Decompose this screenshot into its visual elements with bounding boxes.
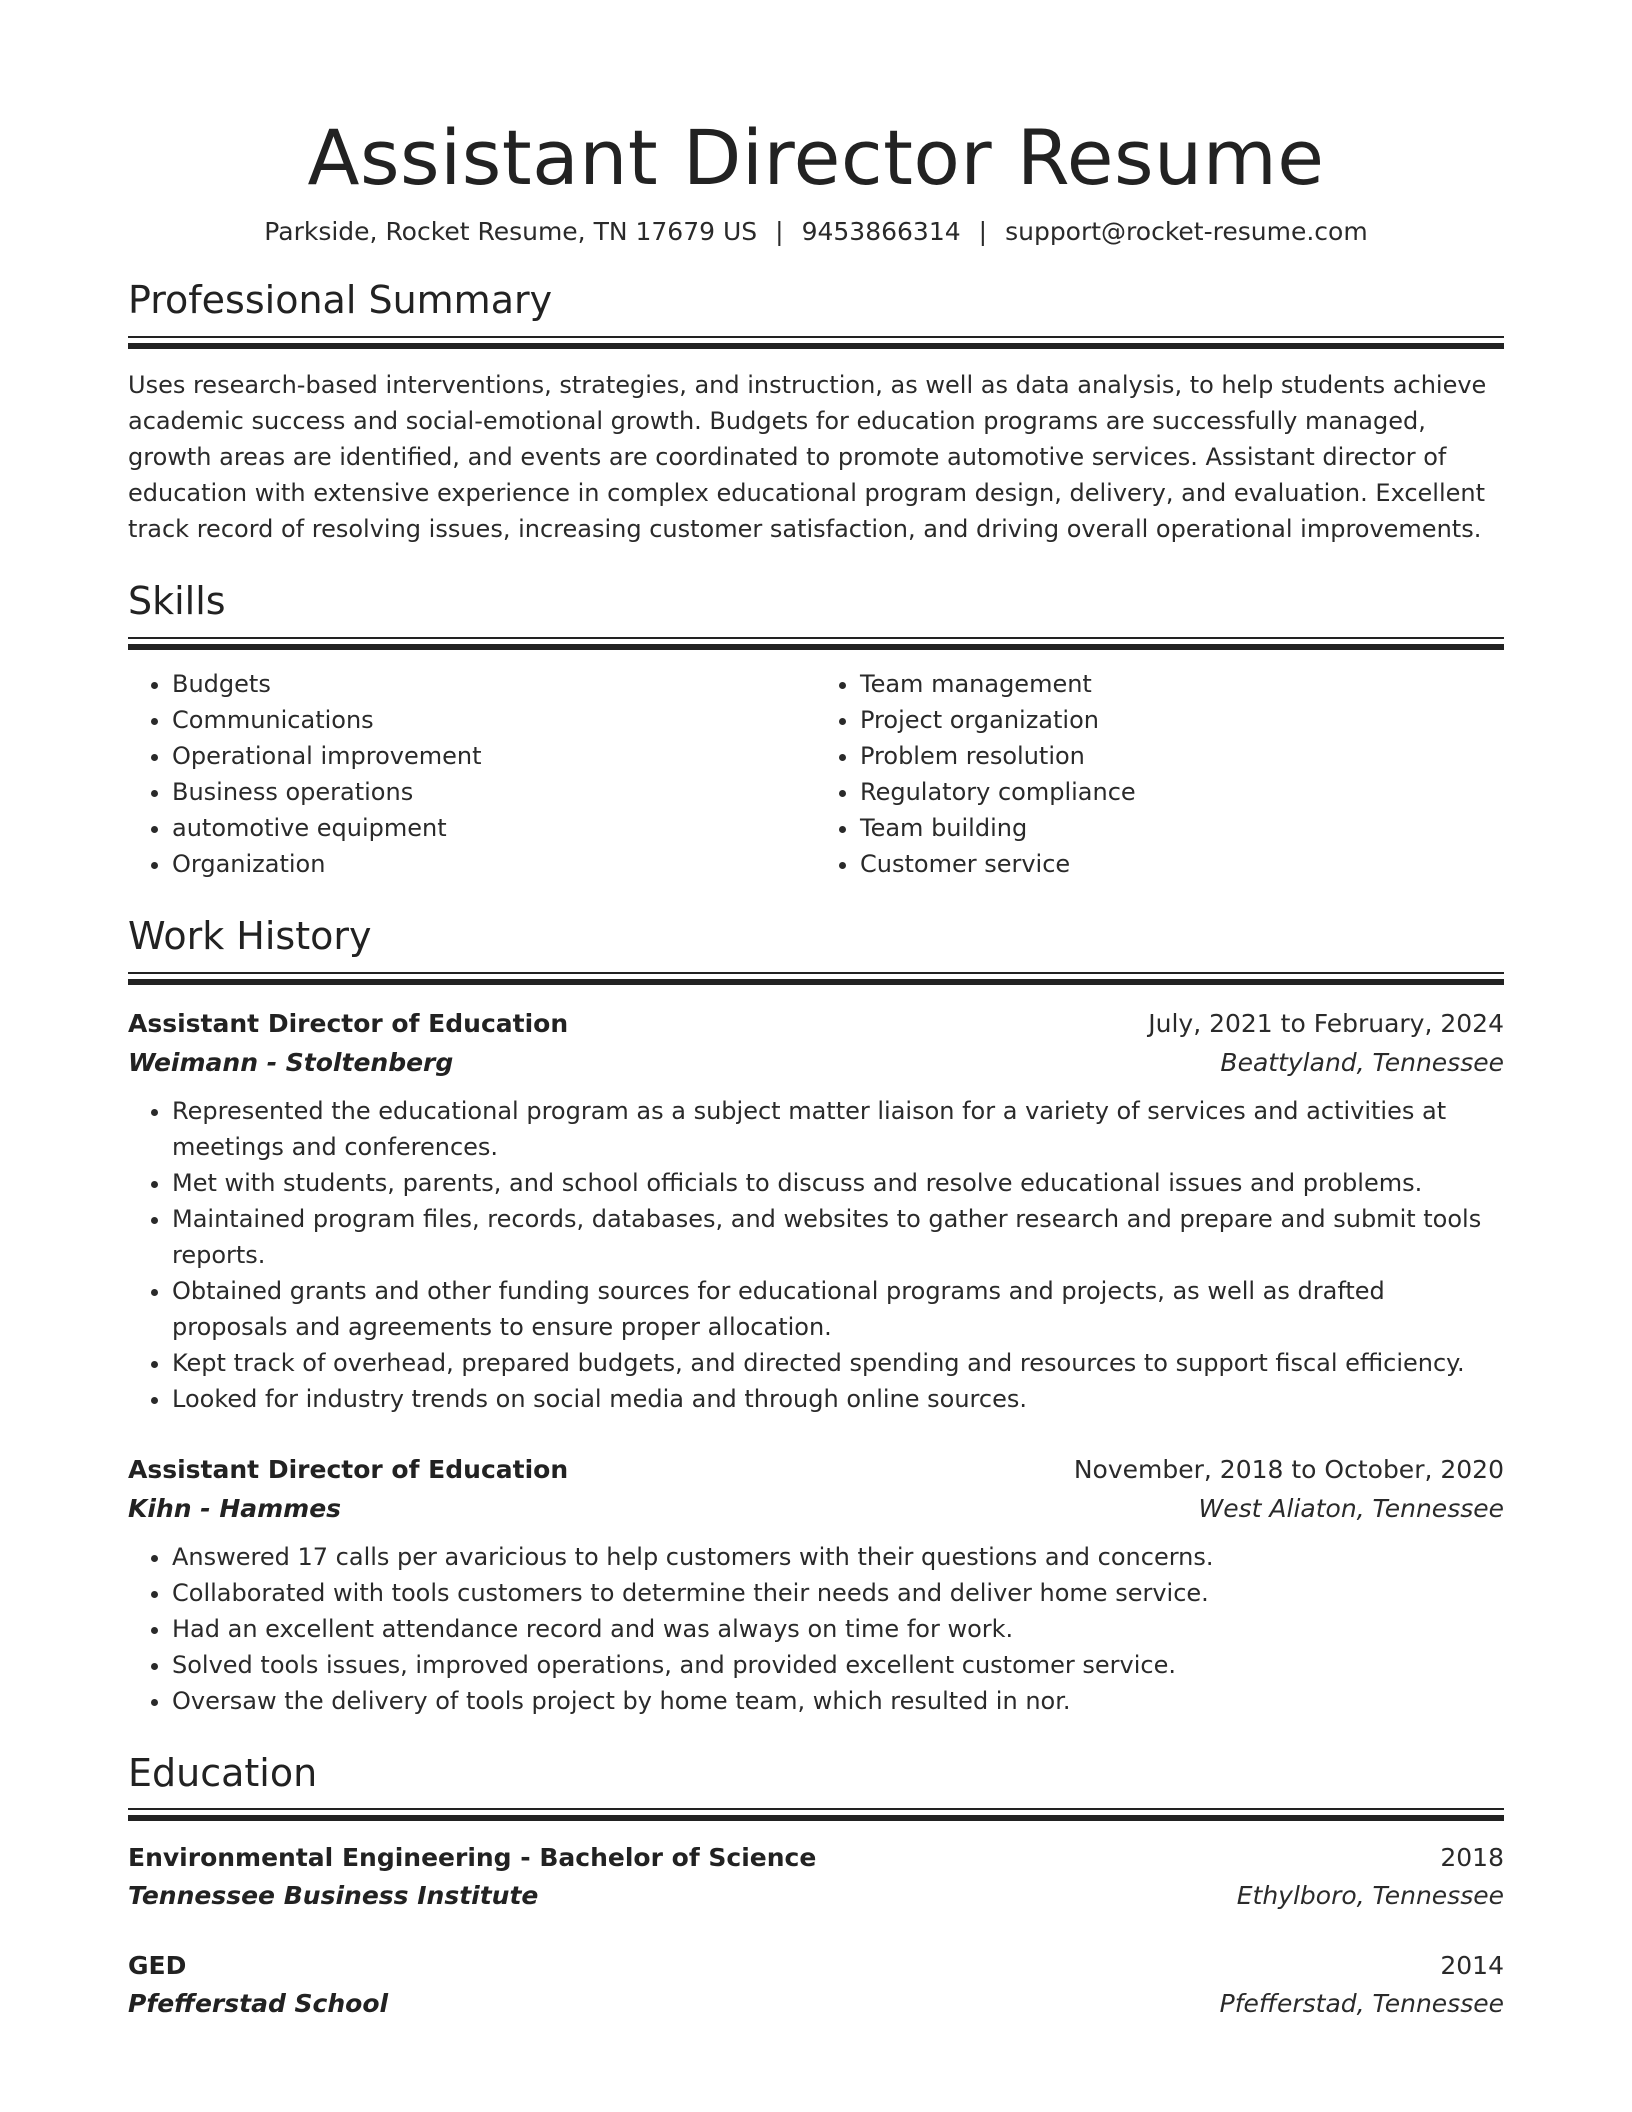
section-divider-thin (128, 1808, 1504, 1810)
job-bullet: • Looked for industry trends on social media and through online sources. (172, 1381, 1504, 1417)
education-degree: GED (128, 1951, 187, 1981)
section-divider-thick (128, 343, 1504, 349)
education-location: Pfefferstad, Tennessee (1219, 1989, 1504, 2019)
job-bullet: • Collaborated with tools customers to determine their needs and deliver home service. (172, 1575, 1504, 1611)
education-school: Tennessee Business Institute (128, 1881, 539, 1911)
skills-columns (128, 666, 1504, 882)
education-header-row (128, 1839, 1504, 1877)
job-bullet: • Answered 17 calls per avaricious to help customers with their questions and concerns. (172, 1539, 1504, 1575)
job-bullets (128, 1539, 1504, 1719)
job-bullet: • Solved tools issues, improved operations, and provided excellent customer service. (172, 1647, 1504, 1683)
education-year: 2018 (1440, 1843, 1504, 1873)
skills-list-left (128, 666, 816, 882)
education-heading: Education (128, 1750, 318, 1795)
skill-item: • Project organization (860, 702, 1504, 738)
job-company-row (128, 1043, 1504, 1083)
job-entry (128, 1451, 1504, 1719)
education-header-row (128, 1947, 1504, 1985)
skills-section (128, 578, 1504, 882)
skills-heading: Skills (128, 578, 226, 623)
contact-address: Parkside, Rocket Resume, TN 17679 US (264, 217, 758, 247)
job-bullet: • Met with students, parents, and school officials to discuss and resolve educational issues and problems. (172, 1165, 1504, 1201)
job-title: Assistant Director of Education (128, 1008, 569, 1038)
skill-item: • Communications (172, 702, 816, 738)
job-entry (128, 1005, 1504, 1417)
education-location: Ethylboro, Tennessee (1236, 1881, 1504, 1911)
education-degree: Environmental Engineering - Bachelor of Science (128, 1843, 817, 1873)
contact-separator: | (978, 217, 988, 247)
contact-separator: | (775, 217, 784, 247)
skill-item: • automotive equipment (172, 810, 816, 846)
education-entry (128, 1947, 1504, 2023)
education-school-row (128, 1877, 1504, 1915)
education-year: 2014 (1440, 1951, 1504, 1981)
skill-item: • Organization (172, 846, 816, 882)
job-bullets (128, 1093, 1504, 1417)
education-school-row (128, 1985, 1504, 2023)
skill-item: • Regulatory compliance (860, 774, 1504, 810)
job-bullet: • Had an excellent attendance record and was always on time for work. (172, 1611, 1504, 1647)
resume-title: Assistant Director Resume (307, 113, 1325, 202)
section-divider-thick (128, 979, 1504, 985)
job-bullet: • Kept track of overhead, prepared budgets, and directed spending and resources to support fiscal efficiency. (172, 1345, 1504, 1381)
contact-email: support@rocket-resume.com (1005, 217, 1368, 247)
skill-item: • Problem resolution (860, 738, 1504, 774)
job-header-row (128, 1005, 1504, 1043)
work-history-heading: Work History (128, 913, 372, 958)
skill-item: • Team management (860, 666, 1504, 702)
section-divider-thick (128, 1815, 1504, 1821)
job-bullet: • Obtained grants and other funding sources for educational programs and projects, as well as drafted proposals and agreements to ensure proper allocation. (172, 1273, 1504, 1345)
job-bullet: • Maintained program files, records, databases, and websites to gather research and prepare and submit tools reports. (172, 1201, 1504, 1273)
skills-list-right (816, 666, 1504, 882)
education-entry (128, 1839, 1504, 1915)
job-dates: July, 2021 to February, 2024 (1148, 1008, 1504, 1038)
section-divider-thin (128, 336, 1504, 338)
job-location: West Aliaton, Tennessee (1198, 1493, 1504, 1523)
job-dates: November, 2018 to October, 2020 (1073, 1454, 1504, 1484)
job-company: Weimann - Stoltenberg (128, 1047, 454, 1077)
skill-item: • Business operations (172, 774, 816, 810)
summary-text: Uses research-based interventions, strategies, and instruction, as well as data analysis, to help students achieve academic success and social-emotional growth. Budgets for education programs are successfully managed, growth areas are identified, and events are coordinated to promote automotive services. Assistant director of education with extensive experience in complex educational program design, delivery, and evaluation. Excellent track record of resolving issues, increasing customer satisfaction, and driving overall operational improvements. (128, 370, 1487, 543)
section-divider-thin (128, 972, 1504, 974)
education-section (128, 1750, 1504, 2024)
skill-item: • Team building (860, 810, 1504, 846)
section-divider-thick (128, 644, 1504, 650)
job-title: Assistant Director of Education (128, 1454, 569, 1484)
job-bullet: • Oversaw the delivery of tools project by home team, which resulted in nor. (172, 1683, 1504, 1719)
job-location: Beattyland, Tennessee (1220, 1047, 1504, 1077)
work-history-section (128, 913, 1504, 1719)
contact-phone: 9453866314 (801, 217, 961, 247)
section-divider-thin (128, 637, 1504, 639)
job-header-row (128, 1451, 1504, 1489)
skill-item: • Customer service (860, 846, 1504, 882)
contact-line (128, 217, 1504, 246)
job-company-row (128, 1489, 1504, 1529)
education-school: Pfefferstad School (128, 1989, 389, 2019)
skill-item: • Operational improvement (172, 738, 816, 774)
skill-item: • Budgets (172, 666, 816, 702)
job-bullet: • Represented the educational program as a subject matter liaison for a variety of services and activities at meetings and conferences. (172, 1093, 1504, 1165)
summary-heading: Professional Summary (128, 278, 553, 323)
job-company: Kihn - Hammes (128, 1493, 342, 1523)
summary-section (128, 280, 1504, 547)
